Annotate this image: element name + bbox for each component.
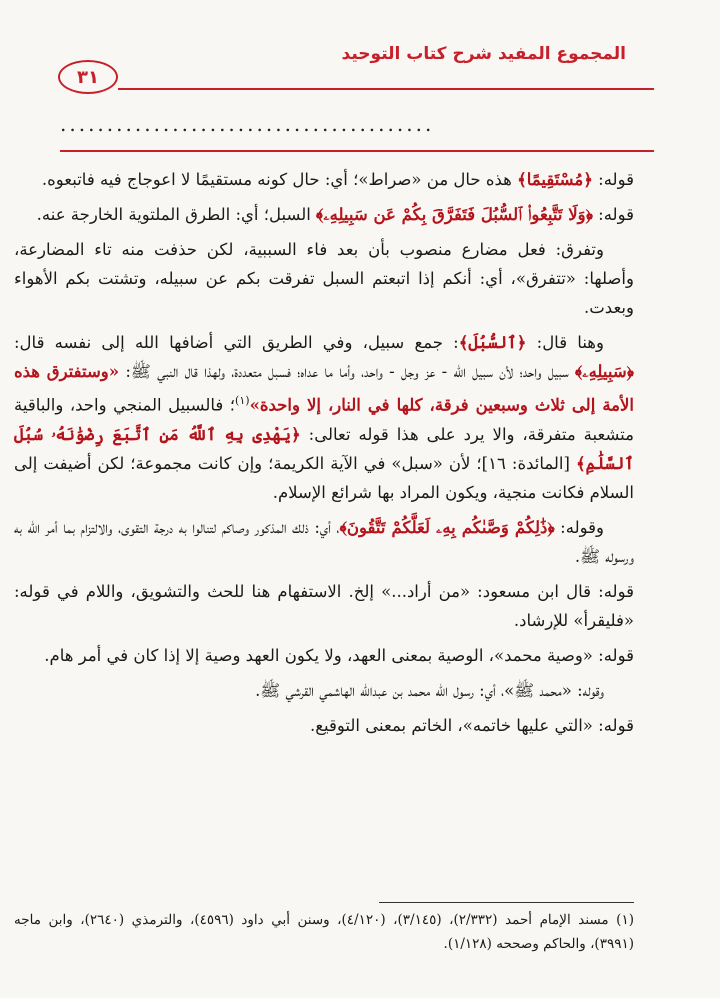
text-run: هذه حال من «صراط»؛ أي: حال كونه مستقيمًا لا اعوجاج فيه فاتبعوه.	[41, 170, 518, 189]
text-run: وهنا قال:	[526, 333, 604, 352]
text-run: ؛ فالسبيل المنجي واحد، والباقية متشعبة متفرقة، والا يرد على هذا قوله تعالى:	[14, 395, 634, 444]
text-run: قوله: «وصية محمد»، الوصية بمعنى العهد، ولا يكون العهد وصية إلا إذا كان في أمر هام.	[44, 645, 634, 665]
hadith-quote: «وستفترق هذه الأمة إلى ثلاث وسبعين فرقة، كلها في النار، إلا واحدة»	[14, 362, 634, 415]
text-run: وقوله:	[554, 517, 604, 537]
text-run: ، أي: ذلك المذكور وصاكم لتنالوا به درجة التقوى، والالتزام بما أمر الله به ورسوله ﷺ.	[14, 517, 634, 566]
paragraph-2	[14, 200, 634, 229]
footnote-1: (١) مسند الإمام أحمد (٢/٣٣٢)، (٣/١٤٥)، (٤/١٢٠)، وسنن أبي داود (٤٥٩٦)، والترمذي (٢٦٤٠)، وابن ماجه (٣٩٩١)، والحاكم وصححه (١/١٢٨).	[14, 912, 634, 952]
text-run: وقوله: «محمد ﷺ»، أي: رسول الله محمد بن عبدالله الهاشمي القرشي ﷺ.	[255, 680, 604, 700]
paragraph-8	[14, 676, 634, 705]
text-run: : جمع سبيل، وفي الطريق التي أضافها الله إلى نفسه قال:	[14, 333, 459, 352]
page-number-badge	[58, 60, 118, 94]
text-run: قوله:	[592, 170, 634, 189]
quran-verse: ﴿وَلَا تَتَّبِعُوا۟ ٱلسُّبُلَ فَتَفَرَّقَ بِكُمْ عَن سَبِيلِهِۦ﴾	[316, 205, 593, 224]
main-text	[14, 165, 634, 746]
text-run: سبيل واحد؛ لأن سبيل الله - عز وجل - واحد، وأما ما عداه؛ فسبل متعددة، ولهذا قال النبي ﷺ:	[119, 362, 575, 381]
paragraph-6	[14, 577, 634, 635]
ellipsis-line: ........................................	[60, 112, 435, 136]
quran-verse: ﴿ٱلسُّبُلَ﴾	[458, 333, 527, 352]
footnote-rule	[379, 902, 634, 903]
paragraph-1	[14, 165, 634, 194]
text-run: السبل؛ أي: الطرق الملتوية الخارجة عنه.	[36, 205, 317, 224]
paragraph-7	[14, 641, 634, 670]
paragraph-4	[14, 328, 634, 507]
quran-verse: ﴿مُسْتَقِيمًا﴾	[517, 170, 593, 189]
section-rule	[60, 150, 654, 152]
text-run: قوله: قال ابن مسعود: «من أراد...» إلخ. الاستفهام هنا للحث والتشويق، واللام في قوله: «فليقرأ» للإرشاد.	[14, 581, 634, 630]
text-run: [المائدة: ١٦]؛ لأن «سبل» في الآية الكريمة؛ وإن كانت مجموعة؛ لكن أضيفت إلى السلام فكانت منجية، ويكون المراد بها شرائع الإسلام.	[14, 453, 634, 502]
paragraph-5	[14, 513, 634, 571]
page-number: ٣١	[77, 66, 99, 88]
text-run: قوله:	[592, 205, 634, 224]
header-rule	[118, 88, 654, 90]
footnotes	[14, 908, 634, 956]
text-run: وتفرق: فعل مضارع منصوب بأن بعد فاء السببية، لكن حذفت منه تاء المضارعة، وأصلها: «تتفرق»، أي: أنكم إذا اتبعتم السبل تفرقت بكم عن سبيله، وتشتت بكم الأهواء وبعدت.	[14, 240, 634, 317]
footnote-marker[interactable]: (١)	[235, 394, 250, 407]
paragraph-9	[14, 711, 634, 740]
paragraph-3	[14, 235, 634, 322]
quran-verse: ﴿ذَٰلِكُمْ وَصَّىٰكُم بِهِۦ لَعَلَّكُمْ تَتَّقُونَ﴾	[339, 517, 555, 537]
running-header-title: المجموع المفيد شرح كتاب التوحيد	[341, 44, 626, 64]
text-run: قوله: «التي عليها خاتمه»، الخاتم بمعنى التوقيع.	[310, 715, 634, 735]
quran-verse: ﴿يَهْدِى بِهِ ٱللَّهُ مَنِ ٱتَّبَعَ رِضْوَٰنَهُۥ سُبُلَ ٱلسَّلَٰمِ﴾	[14, 424, 634, 473]
quran-verse: ﴿سَبِيلِهِۦ﴾	[575, 362, 634, 381]
